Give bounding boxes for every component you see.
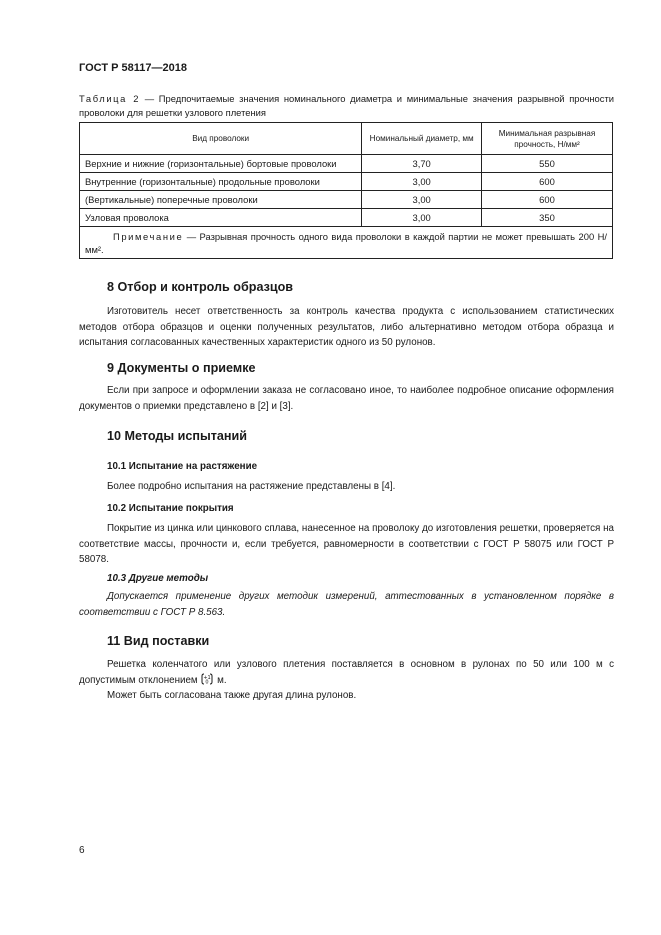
column-header-strength: Минимальная разрывная прочность, Н/мм² (481, 123, 612, 155)
page-number: 6 (79, 845, 85, 856)
section-11-title: 11 Вид поставки (107, 634, 210, 648)
section-10-2-paragraph: Покрытие из цинка или цинкового сплава, нанесенное на проволоку до изготовления решетки, проверяется на соответствие массы, прочности и, если требуется, равномерности в соответствии с ГОСТ Р 58075 или ГОСТ Р 58078. (79, 523, 614, 565)
section-10-3-paragraph: Допускается применение других методик измерений, аттестованных в установленном порядке в соответствии с ГОСТ Р 8.563. (79, 591, 614, 618)
tolerance-symbol-icon (201, 673, 213, 685)
table-note-row (80, 227, 613, 259)
section-11-paragraph-2: Может быть согласована также другая длина рулонов. (107, 690, 357, 701)
cell-wire-type: (Вертикальные) поперечные проволоки (80, 191, 362, 209)
column-header-wire-type: Вид проволоки (80, 123, 362, 155)
section-8-text (79, 304, 614, 351)
svg-text:+1: +1 (203, 674, 212, 681)
section-10-3-text (79, 589, 614, 620)
cell-strength: 600 (481, 191, 612, 209)
table-row (80, 209, 613, 227)
table-note-label: Примечание (113, 230, 184, 242)
cell-strength: 600 (481, 173, 612, 191)
section-10-3-title: 10.3 Другие методы (107, 573, 209, 584)
cell-strength: 550 (481, 155, 612, 173)
section-11-paragraph-a: Решетка коленчатого или узлового плетения поставляется в основном в рулонах по 50 или 100 м с допустимым отклонением (79, 659, 614, 686)
cell-diameter: 3,70 (362, 155, 482, 173)
section-10-2-title: 10.2 Испытание покрытия (107, 503, 234, 514)
section-9-text (79, 383, 614, 414)
section-10-2-text (79, 521, 614, 568)
table-row (80, 191, 613, 209)
cell-diameter: 3,00 (362, 173, 482, 191)
section-8-title: 8 Отбор и контроль образцов (107, 280, 294, 294)
section-10-1-text (79, 479, 614, 495)
table-caption (79, 92, 614, 120)
section-10-title: 10 Методы испытаний (107, 429, 247, 443)
section-11-paragraph-b: м. (214, 674, 227, 686)
table-caption-label: Таблица 2 (79, 93, 141, 104)
section-8-paragraph: Изготовитель несет ответственность за контроль качества продукта с использованием статистических методов отбора образцов и оценки полученных результатов, либо альтернативно методом отбора образца и испытания согласованных качественных характеристик одного из 50 рулонов. (79, 306, 614, 348)
cell-wire-type: Узловая проволока (80, 209, 362, 227)
table-caption-text: — Предпочитаемые значения номинального диаметра и минимальные значения разрывной прочности проволоки для решетки узлового плетения (79, 93, 614, 118)
section-9-paragraph: Если при запросе и оформлении заказа не согласовано иное, то наиболее подробное описание оформления документов о приемки представлено в [2] и [3]. (79, 385, 614, 412)
cell-diameter: 3,00 (362, 191, 482, 209)
svg-text:0: 0 (205, 679, 209, 685)
table-header-row (80, 123, 613, 155)
document-header: ГОСТ Р 58117—2018 (79, 62, 187, 74)
table-note (80, 227, 613, 259)
section-11-text (79, 657, 614, 704)
cell-wire-type: Внутренние (горизонтальные) продольные проволоки (80, 173, 362, 191)
section-9-title: 9 Документы о приемке (107, 361, 256, 375)
section-10-1-title: 10.1 Испытание на растяжение (107, 461, 258, 472)
table-note-text: — Разрывная прочность одного вида проволоки в каждой партии не может превышать 200 Н/мм². (85, 230, 607, 255)
cell-wire-type: Верхние и нижние (горизонтальные) бортовые проволоки (80, 155, 362, 173)
section-10-1-paragraph: Более подробно испытания на растяжение представлены в [4]. (107, 481, 396, 492)
cell-diameter: 3,00 (362, 209, 482, 227)
table-row (80, 173, 613, 191)
column-header-diameter: Номинальный диаметр, мм (362, 123, 482, 155)
wire-strength-table (79, 122, 613, 259)
table-row (80, 155, 613, 173)
cell-strength: 350 (481, 209, 612, 227)
